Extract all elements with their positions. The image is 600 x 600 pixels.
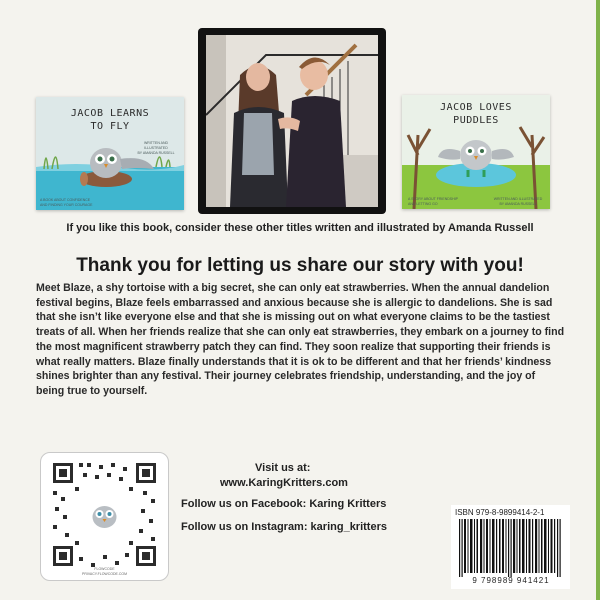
book-tagline: A BOOK ABOUT CONFIDENCE AND FINDING YOUR COURAGE xyxy=(40,198,93,207)
qr-footer-text: FLOWCODE PRIVACY.FLOWCODE.COM xyxy=(82,567,127,576)
other-titles-caption: If you like this book, consider these other titles written and illustrated by Amanda Russell xyxy=(66,222,534,234)
thank-you-heading: Thank you for letting us share our story with you! xyxy=(76,255,524,276)
qr-code xyxy=(41,453,168,580)
book-cover-jacob-learns-to-fly xyxy=(36,97,184,210)
book-byline: WRITTEN AND ILLUSTRATED BY AMANDA RUSSELL xyxy=(493,197,543,206)
book-cover-jacob-loves-puddles xyxy=(402,95,550,209)
book-illustration-owl-on-log xyxy=(36,97,184,210)
book-title: JACOB LOVES PUDDLES xyxy=(440,102,512,126)
isbn-barcode xyxy=(451,505,570,589)
instagram-handle: Follow us on Instagram: karing_kritters xyxy=(181,521,387,533)
website-link[interactable]: www.KaringKritters.com xyxy=(220,477,348,489)
green-page-edge xyxy=(596,0,600,600)
isbn-number: ISBN 979-8-9899414-2-1 xyxy=(455,508,545,517)
visit-us-label: Visit us at: xyxy=(255,462,311,474)
facebook-handle: Follow us on Facebook: Karing Kritters xyxy=(181,498,387,510)
book-byline: WRITTEN AND ILLUSTRATED BY AMANDA RUSSELL xyxy=(137,141,175,155)
photo-two-children xyxy=(206,35,378,207)
qr-code-card[interactable] xyxy=(40,452,169,581)
author-photo-frame xyxy=(198,28,386,214)
story-summary: Meet Blaze, a shy tortoise with a big secret, she can only eat strawberries. When the annual dandelion festival begins, Blaze feels embarrassed and anxious because she is allergic to dandelions. She is sad that she isn’t like everyone else and that she is missing out on what everyone claims to be the tastiest treats of all. When her friends realize that she can only eat strawberries, they embark on a journey to find the most magnificent strawberry patch they can find. They soon realize that supporting their friends is what really matters. Blaze finally understands that it is ok to be different and that her friends’ kindness shines brighter than any festival. Their journey celebrates friendship, understanding, and the joy of being true to yourself. xyxy=(36,282,565,397)
barcode-digits: 9 798989 941421 xyxy=(472,576,550,585)
author-photo xyxy=(206,35,378,207)
book-title: JACOB LEARNS TO FLY xyxy=(70,108,150,132)
book-tagline: A STORY ABOUT FRIENDSHIP AND LETTING GO xyxy=(408,197,458,206)
